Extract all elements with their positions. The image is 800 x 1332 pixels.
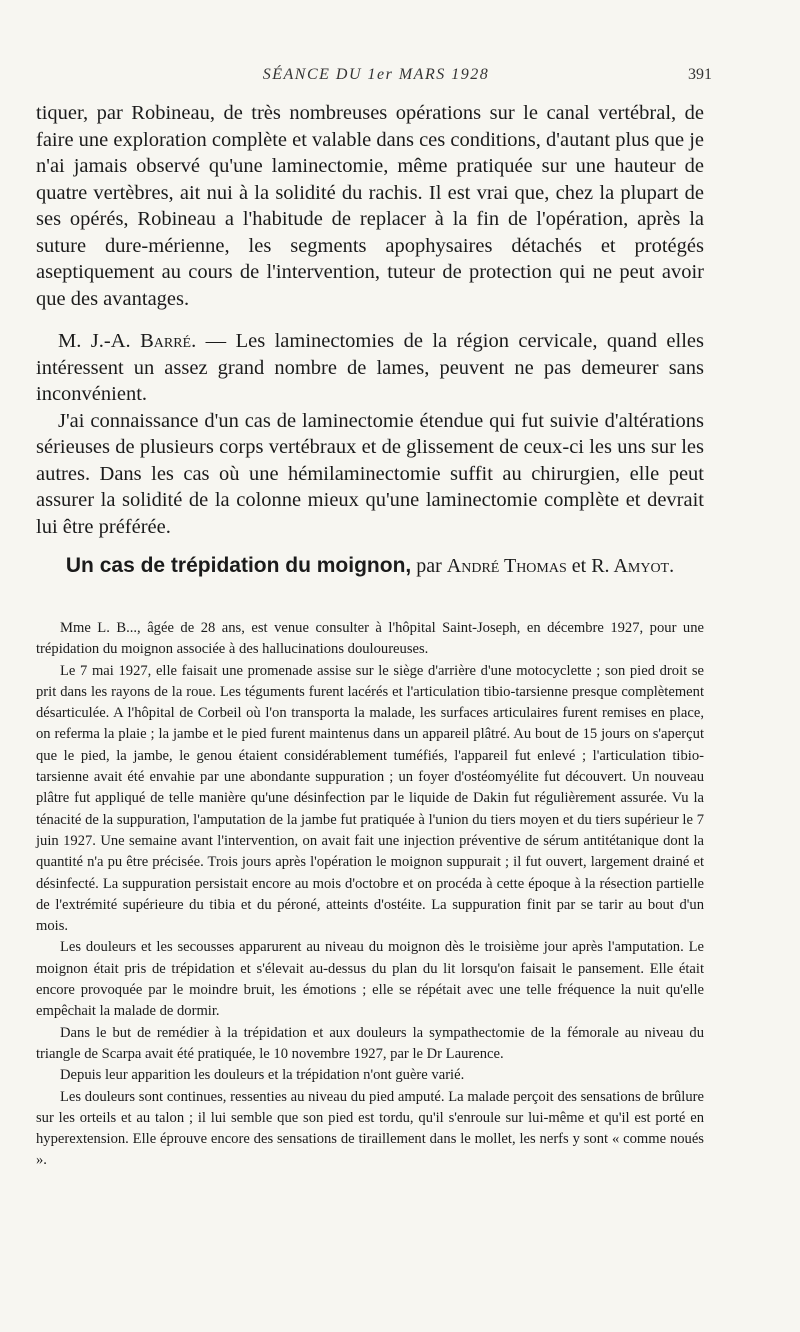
paragraph-barre-text: — Les laminectomies de la région cervicale, quand elles intéressent un assez grand nombre de lames, peuvent ne pas demeurer sans inconvénient. bbox=[36, 330, 704, 405]
paragraph-barre bbox=[36, 328, 704, 408]
case-paragraph: Les douleurs sont continues, ressenties au niveau du pied amputé. La malade perçoit des sensations de brûlure sur les orteils et au talon ; il lui semble que son pied est tordu, qu'il s'enroule sur lui-même et qu'il est porté en hyperextension. Elle éprouve encore des sensations de tiraillement dans le mollet, les nerfs y sont « comme noués ». bbox=[36, 1088, 704, 1169]
running-title: SÉANCE DU 1er MARS 1928 bbox=[262, 66, 490, 83]
speaker-name: M. J.-A. Barré. bbox=[58, 330, 197, 352]
page-number: 391 bbox=[688, 66, 712, 83]
article-author-2: R. Amyot. bbox=[591, 555, 675, 577]
case-paragraph: Les douleurs et les secousses apparurent au niveau du moignon dès le troisième jour après l'amputation. Le moignon était pris de trépidation et s'élevait au-dessus du plan du lit lorsqu'on faisait le pansement. Elle était encore provoquée par le moindre bruit, les émotions ; elle se répétait avec une telle fréquence la nuit qu'elle empêchait la malade de dormir. bbox=[36, 939, 704, 1020]
discussion-text bbox=[36, 100, 704, 540]
case-paragraph: Depuis leur apparition les douleurs et la trépidation n'ont guère varié. bbox=[60, 1067, 465, 1084]
article-author-1: André Thomas bbox=[446, 555, 567, 577]
case-paragraph: Le 7 mai 1927, elle faisait une promenade assise sur le siège d'arrière d'une motocyclette ; son pied droit se prit dans les rayons de la roue. Les téguments furent lacérés et l'articulation tibio-tarsienne presque complètement désarticulée. A l'hôpital de Corbeil où l'on transporta la malade, les surfaces articulaires furent remises en place, on referma la plaie ; la jambe et le pied furent maintenus dans un appareil plâtré. Au bout de 15 jours on s'aperçut que le pied, la jambe, le genou étaient considérablement tuméfiés, l'appareil fut enlevé ; l'articulation tibio-tarsienne avait été envahie par une abondante suppuration ; un foyer d'ostéomyélite fut découvert. Un nouveau plâtre fut appliqué de telle manière qu'une désinfection par le liquide de Dakin fut régulièrement assurée. Vu la ténacité de la suppuration, l'amputation de la jambe fut pratiquée à l'union du tiers moyen et du tiers supérieur le 7 juin 1927. Une semaine avant l'intervention, on avait fait une injection préventive de sérum antitétanique dont la quantité n'a pu être précisée. Trois jours après l'opération le moignon suppurait ; il fut ouvert, largement drainé et désinfecté. La suppuration persistait encore au mois d'octobre et on procéda à cette époque à la résection partielle de l'extrémité supérieure du tibia et du péroné, atteints d'ostéite. La suppuration finit par se tarir au bout d'un mois. bbox=[36, 662, 704, 935]
running-header bbox=[40, 66, 712, 88]
article-by: par bbox=[411, 555, 447, 577]
case-report bbox=[36, 618, 704, 1172]
article-and: et bbox=[566, 555, 592, 577]
case-paragraph: Mme L. B..., âgée de 28 ans, est venue consulter à l'hôpital Saint-Joseph, en décembre 1927, pour une trépidation du moignon associée à des hallucinations douloureuses. bbox=[36, 620, 704, 658]
article-title: Un cas de trépidation du moignon, bbox=[65, 554, 412, 577]
paragraph-laminectomy-case: J'ai connaissance d'un cas de laminectomie étendue qui fut suivie d'altérations sérieuses de plusieurs corps vertébraux et de glissement de ceux-ci les uns sur les autres. Dans les cas où une hémilaminectomie suffit au chirurgien, elle peut assurer la solidité de la colonne mieux qu'une laminectomie complète et devrait lui être préférée. bbox=[36, 409, 704, 538]
case-paragraph: Dans le but de remédier à la trépidation et aux douleurs la sympathectomie de la fémorale au niveau du triangle de Scarpa avait été pratiquée, le 10 novembre 1927, par le Dr Laurence. bbox=[36, 1024, 704, 1062]
article-heading bbox=[36, 552, 704, 580]
paragraph-robineau: tiquer, par Robineau, de très nombreuses opérations sur le canal vertébral, de faire une exploration complète et valable dans ces conditions, d'autant plus que je n'ai jamais observé qu'une laminectomie, même pratiquée sur une hauteur de quatre vertèbres, ait nui à la solidité du rachis. Il est vrai que, chez la plupart de ses opérés, Robineau a l'habitude de replacer à la fin de l'opération, après la suture dure-mérienne, les segments apophysaires détachés et protégés aseptiquement au cours de l'intervention, tuteur de protection qui ne peut avoir que des avantages. bbox=[36, 102, 705, 310]
